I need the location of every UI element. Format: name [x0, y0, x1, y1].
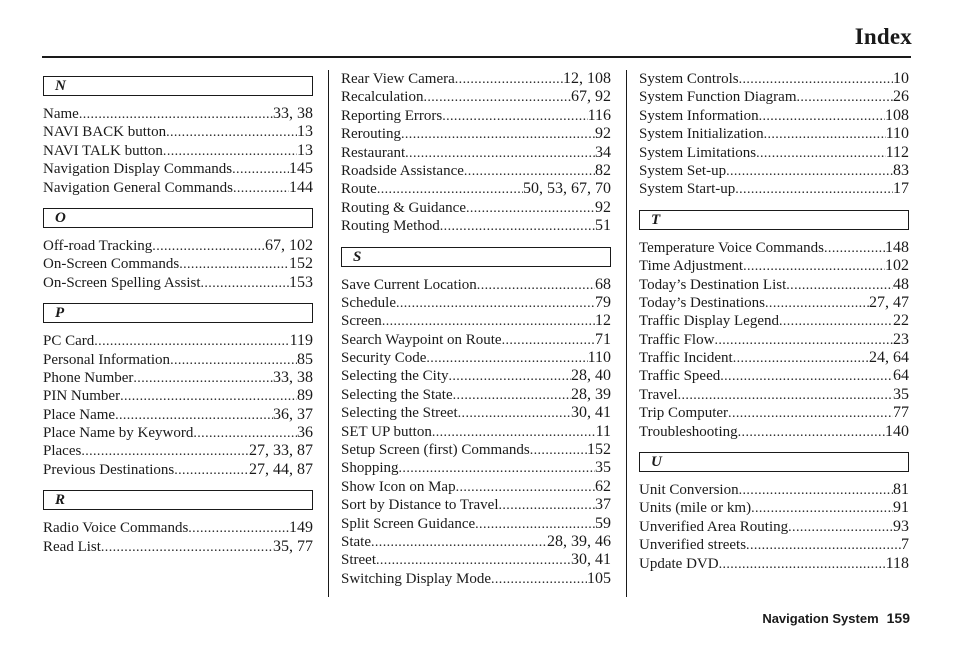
index-entry: [341, 551, 611, 569]
index-column-1: [43, 70, 313, 556]
dot-leader: [499, 497, 596, 515]
entry-label: System Start-up: [639, 181, 736, 198]
entry-label: Trip Computer: [639, 405, 729, 422]
entry-label: Traffic Incident: [639, 350, 733, 367]
entry-label: Rear View Camera: [341, 71, 455, 87]
dot-leader: [788, 519, 893, 537]
entry-label: Selecting the City: [341, 368, 449, 385]
entry-pages: 27, 47: [869, 293, 909, 311]
entry-pages: 59: [595, 514, 611, 532]
entry-pages: 27, 33, 87: [249, 442, 313, 460]
page-title: Index: [854, 24, 912, 49]
index-entry: [43, 274, 313, 292]
entry-pages: 13: [297, 123, 313, 141]
entry-label: Schedule: [341, 294, 396, 311]
dot-leader: [453, 387, 571, 405]
entry-pages: 48: [893, 275, 909, 293]
entry-pages: 85: [297, 350, 313, 368]
index-entry: [639, 162, 909, 180]
entry-label: Split Screen Guidance: [341, 515, 476, 532]
index-entry: [639, 555, 909, 573]
index-entry: [639, 107, 909, 125]
index-entry: [43, 237, 313, 255]
entry-pages: 26: [893, 88, 909, 106]
entry-label: Save Current Location: [341, 276, 477, 293]
index-entry: [341, 294, 611, 312]
dot-leader: [726, 163, 893, 181]
dot-leader: [440, 218, 595, 236]
entry-pages: 118: [885, 554, 909, 572]
dot-leader: [719, 556, 886, 574]
entry-pages: 35: [595, 459, 611, 477]
entry-label: Setup Screen (first) Commands: [341, 442, 530, 459]
dot-leader: [101, 539, 273, 557]
index-entry: [43, 332, 313, 350]
index-entry: [43, 538, 313, 556]
entry-label: Traffic Flow: [639, 331, 715, 348]
index-entry-list: [43, 332, 313, 479]
dot-leader: [733, 350, 869, 368]
entry-pages: 92: [595, 125, 611, 143]
index-entry: [341, 478, 611, 496]
index-entry: [639, 312, 909, 330]
entry-label: Name: [43, 106, 79, 122]
section-heading-u: U: [639, 452, 909, 472]
entry-label: Radio Voice Commands: [43, 520, 189, 537]
entry-pages: 68: [595, 275, 611, 293]
index-entry: [341, 349, 611, 367]
entry-label: Phone Number: [43, 369, 134, 386]
entry-pages: 82: [595, 161, 611, 179]
dot-leader: [376, 552, 571, 570]
dot-leader: [163, 143, 297, 161]
index-entry: [341, 217, 611, 235]
dot-leader: [738, 424, 885, 442]
entry-label: Traffic Speed: [639, 368, 721, 385]
index-entry: [341, 125, 611, 143]
entry-pages: 83: [893, 161, 909, 179]
section-heading-o: O: [43, 208, 313, 228]
entry-pages: 34: [595, 143, 611, 161]
dot-leader: [166, 124, 297, 142]
page-footer: [762, 610, 910, 626]
entry-pages: 22: [893, 312, 909, 330]
entry-pages: 12: [595, 312, 611, 330]
dot-leader: [764, 126, 886, 144]
index-entry: [43, 105, 313, 123]
dot-leader: [426, 350, 587, 368]
entry-pages: 51: [595, 217, 611, 235]
index-entry: [639, 70, 909, 88]
dot-leader: [115, 407, 273, 425]
index-entry: [639, 239, 909, 257]
dot-leader: [720, 368, 893, 386]
entry-label: Selecting the State: [341, 386, 453, 403]
index-entry: [341, 386, 611, 404]
column-divider-2: [626, 70, 627, 597]
dot-leader: [455, 71, 563, 89]
entry-pages: 23: [893, 330, 909, 348]
entry-pages: 89: [297, 387, 313, 405]
entry-label: System Function Diagram: [639, 89, 797, 106]
entry-pages: 144: [289, 178, 313, 196]
entry-label: System Set-up: [639, 162, 727, 179]
entry-label: System Information: [639, 107, 759, 124]
dot-leader: [756, 145, 886, 163]
entry-label: Time Adjustment: [639, 258, 744, 275]
entry-pages: 28, 39: [571, 385, 611, 403]
entry-pages: 36, 37: [273, 405, 313, 423]
entry-label: On-Screen Spelling Assist: [43, 274, 201, 291]
section-heading-r: R: [43, 490, 313, 510]
entry-pages: 67, 92: [571, 88, 611, 106]
dot-leader: [401, 126, 595, 144]
entry-pages: 11: [595, 422, 611, 440]
entry-label: On-Screen Commands: [43, 256, 180, 273]
index-entry: [43, 406, 313, 424]
entry-pages: 110: [885, 125, 909, 143]
dot-leader: [201, 275, 290, 293]
index-entry-list: [639, 239, 909, 441]
entry-label: Personal Information: [43, 351, 171, 368]
entry-label: Rerouting: [341, 126, 401, 143]
dot-leader: [174, 462, 249, 480]
entry-label: Switching Display Mode: [341, 570, 491, 587]
entry-label: Off-road Tracking: [43, 237, 153, 254]
entry-label: System Limitations: [639, 144, 757, 161]
entry-pages: 112: [885, 143, 909, 161]
entry-pages: 71: [595, 330, 611, 348]
entry-pages: 30, 41: [571, 551, 611, 569]
dot-leader: [759, 108, 885, 126]
entry-pages: 102: [885, 257, 909, 275]
column-divider-1: [328, 70, 329, 597]
dot-leader: [735, 181, 893, 199]
entry-label: Place Name by Keyword: [43, 425, 194, 442]
entry-pages: 64: [893, 367, 909, 385]
dot-leader: [477, 277, 595, 295]
entry-pages: 33, 38: [273, 368, 313, 386]
dot-leader: [152, 238, 265, 256]
entry-label: Today’s Destinations: [639, 294, 766, 311]
index-entry: [639, 276, 909, 294]
entry-label: Recalculation: [341, 89, 424, 106]
title-rule: [42, 56, 911, 58]
index-entry: [639, 481, 909, 499]
index-entry: [639, 257, 909, 275]
index-entry-list: [639, 70, 909, 199]
entry-pages: 91: [893, 499, 909, 517]
dot-leader: [714, 332, 893, 350]
section-heading-n: N: [43, 76, 313, 96]
entry-pages: 77: [893, 404, 909, 422]
index-entry: [341, 515, 611, 533]
footer-label: Navigation System: [762, 611, 879, 626]
index-entry: [341, 199, 611, 217]
entry-pages: 108: [885, 106, 909, 124]
entry-pages: 105: [587, 569, 611, 587]
index-entry: [43, 519, 313, 537]
entry-pages: 116: [587, 106, 611, 124]
entry-label: Navigation General Commands: [43, 179, 233, 196]
entry-label: Show Icon on Map: [341, 478, 456, 495]
entry-label: Selecting the Street: [341, 405, 458, 422]
entry-pages: 7: [901, 536, 909, 554]
dot-leader: [170, 352, 297, 370]
dot-leader: [458, 405, 571, 423]
entry-pages: 153: [289, 273, 313, 291]
index-entry: [341, 404, 611, 422]
section-heading-p: P: [43, 303, 313, 323]
index-column-3: [639, 70, 909, 573]
entry-pages: 33, 38: [273, 105, 313, 122]
dot-leader: [502, 332, 595, 350]
entry-label: Today’s Destination List: [639, 276, 787, 293]
dot-leader: [193, 425, 297, 443]
index-entry: [639, 88, 909, 106]
dot-leader: [728, 405, 893, 423]
dot-leader: [678, 387, 893, 405]
dot-leader: [179, 256, 289, 274]
entry-label: Update DVD: [639, 555, 719, 572]
dot-leader: [233, 180, 289, 198]
entry-pages: 81: [893, 481, 909, 499]
entry-pages: 35: [893, 385, 909, 403]
index-entry: [43, 369, 313, 387]
entry-label: Previous Destinations: [43, 461, 175, 478]
index-entry: [43, 424, 313, 442]
dot-leader: [824, 240, 885, 258]
entry-label: Route: [341, 181, 377, 198]
dot-leader: [491, 571, 587, 589]
dot-leader: [399, 460, 595, 478]
entry-pages: 93: [893, 517, 909, 535]
entry-label: Reporting Errors: [341, 107, 443, 124]
dot-leader: [797, 89, 894, 107]
entry-pages: 12, 108: [563, 70, 611, 87]
index-entry: [43, 142, 313, 160]
index-entry: [43, 461, 313, 479]
dot-leader: [743, 258, 885, 276]
index-entry: [341, 276, 611, 294]
entry-label: NAVI TALK button: [43, 142, 163, 159]
entry-label: Navigation Display Commands: [43, 161, 233, 178]
dot-leader: [739, 482, 893, 500]
index-entry: [341, 533, 611, 551]
entry-label: Units (mile or km): [639, 500, 752, 517]
entry-pages: 148: [885, 238, 909, 256]
dot-leader: [456, 479, 595, 497]
dot-leader: [81, 443, 249, 461]
entry-pages: 149: [289, 519, 313, 537]
entry-label: State: [341, 533, 371, 550]
entry-pages: 145: [289, 160, 313, 178]
entry-label: Sort by Distance to Travel: [341, 497, 499, 514]
entry-label: Street: [341, 552, 376, 569]
dot-leader: [466, 200, 595, 218]
entry-label: Places: [43, 443, 82, 460]
entry-label: NAVI BACK button: [43, 124, 167, 141]
entry-pages: 27, 44, 87: [249, 460, 313, 478]
entry-label: PC Card: [43, 333, 95, 350]
dot-leader: [779, 313, 893, 331]
entry-label: SET UP button: [341, 423, 432, 440]
dot-leader: [94, 333, 289, 351]
entry-pages: 50, 53, 67, 70: [523, 180, 611, 198]
dot-leader: [405, 145, 595, 163]
index-entry: [43, 255, 313, 273]
entry-label: Troubleshooting: [639, 423, 738, 440]
index-entry: [341, 331, 611, 349]
index-entry: [341, 70, 611, 88]
index-entry: [639, 349, 909, 367]
entry-label: Search Waypoint on Route: [341, 331, 502, 348]
entry-label: Roadside Assistance: [341, 162, 464, 179]
dot-leader: [120, 388, 297, 406]
entry-label: Shopping: [341, 460, 399, 477]
dot-leader: [442, 108, 587, 126]
dot-leader: [739, 71, 893, 89]
entry-pages: 110: [587, 349, 611, 367]
dot-leader: [377, 181, 523, 199]
page-number: 159: [886, 610, 910, 626]
dot-leader: [232, 161, 289, 179]
entry-pages: 67, 102: [265, 236, 313, 254]
entry-pages: 28, 40: [571, 367, 611, 385]
entry-label: System Controls: [639, 71, 739, 87]
index-entry: [639, 367, 909, 385]
index-entry-list: [341, 276, 611, 589]
dot-leader: [448, 368, 571, 386]
section-heading-t: T: [639, 210, 909, 230]
entry-pages: 92: [595, 198, 611, 216]
entry-label: Travel: [639, 386, 678, 403]
entry-label: Temperature Voice Commands: [639, 239, 825, 256]
dot-leader: [475, 516, 595, 534]
dot-leader: [464, 163, 595, 181]
entry-pages: 24, 64: [869, 349, 909, 367]
entry-pages: 140: [885, 422, 909, 440]
dot-leader: [133, 370, 273, 388]
index-entry: [341, 144, 611, 162]
entry-pages: 79: [595, 293, 611, 311]
entry-pages: 37: [595, 496, 611, 514]
entry-label: Read List: [43, 538, 101, 555]
entry-label: Unverified Area Routing: [639, 518, 789, 535]
entry-pages: 17: [893, 180, 909, 198]
index-entry: [639, 404, 909, 422]
entry-label: Unit Conversion: [639, 482, 739, 499]
index-entry: [341, 441, 611, 459]
index-entry: [43, 123, 313, 141]
index-column-2: [341, 70, 611, 588]
index-entry: [639, 144, 909, 162]
dot-leader: [530, 442, 587, 460]
index-entry: [341, 88, 611, 106]
index-entry: [43, 442, 313, 460]
index-entry: [639, 499, 909, 517]
entry-pages: 28, 39, 46: [547, 532, 611, 550]
dot-leader: [746, 537, 901, 555]
dot-leader: [765, 295, 869, 313]
index-entry: [43, 160, 313, 178]
entry-label: PIN Number: [43, 388, 121, 405]
index-entry: [341, 162, 611, 180]
index-entry: [341, 459, 611, 477]
index-entry: [639, 423, 909, 441]
index-entry: [639, 386, 909, 404]
index-entry-list: [43, 237, 313, 292]
index-entry: [43, 351, 313, 369]
dot-leader: [751, 500, 893, 518]
entry-label: Traffic Display Legend: [639, 313, 779, 330]
index-entry: [639, 536, 909, 554]
entry-pages: 30, 41: [571, 404, 611, 422]
entry-label: System Initialization: [639, 126, 764, 143]
dot-leader: [786, 277, 893, 295]
entry-pages: 13: [297, 141, 313, 159]
index-entry: [341, 180, 611, 198]
entry-label: Security Code: [341, 350, 427, 367]
index-entry: [639, 294, 909, 312]
index-entry: [341, 423, 611, 441]
dot-leader: [188, 520, 289, 538]
entry-label: Routing & Guidance: [341, 199, 466, 216]
index-entry-list: [639, 481, 909, 573]
entry-pages: 35, 77: [273, 537, 313, 555]
entry-pages: 36: [297, 424, 313, 442]
index-entry: [341, 107, 611, 125]
entry-pages: 152: [289, 255, 313, 273]
dot-leader: [396, 295, 595, 313]
index-entry-list: [341, 70, 611, 236]
entry-label: Routing Method: [341, 218, 440, 235]
entry-label: Restaurant: [341, 144, 406, 161]
index-entry: [639, 331, 909, 349]
dot-leader: [423, 89, 571, 107]
dot-leader: [371, 534, 547, 552]
index-entry: [43, 387, 313, 405]
index-entry: [639, 125, 909, 143]
dot-leader: [382, 313, 595, 331]
entry-label: Place Name: [43, 406, 116, 423]
entry-label: Unverified streets: [639, 537, 747, 554]
dot-leader: [79, 106, 273, 124]
entry-label: Screen: [341, 313, 382, 330]
index-entry-list: [43, 519, 313, 556]
index-entry-list: [43, 105, 313, 197]
index-entry: [341, 312, 611, 330]
entry-pages: 10: [893, 70, 909, 87]
entry-pages: 62: [595, 477, 611, 495]
section-heading-s: S: [341, 247, 611, 267]
index-entry: [341, 367, 611, 385]
index-entry: [341, 570, 611, 588]
index-entry: [639, 518, 909, 536]
dot-leader: [432, 424, 596, 442]
entry-pages: 152: [587, 441, 611, 459]
entry-pages: 119: [289, 332, 313, 350]
index-entry: [639, 180, 909, 198]
index-entry: [43, 179, 313, 197]
index-entry: [341, 496, 611, 514]
